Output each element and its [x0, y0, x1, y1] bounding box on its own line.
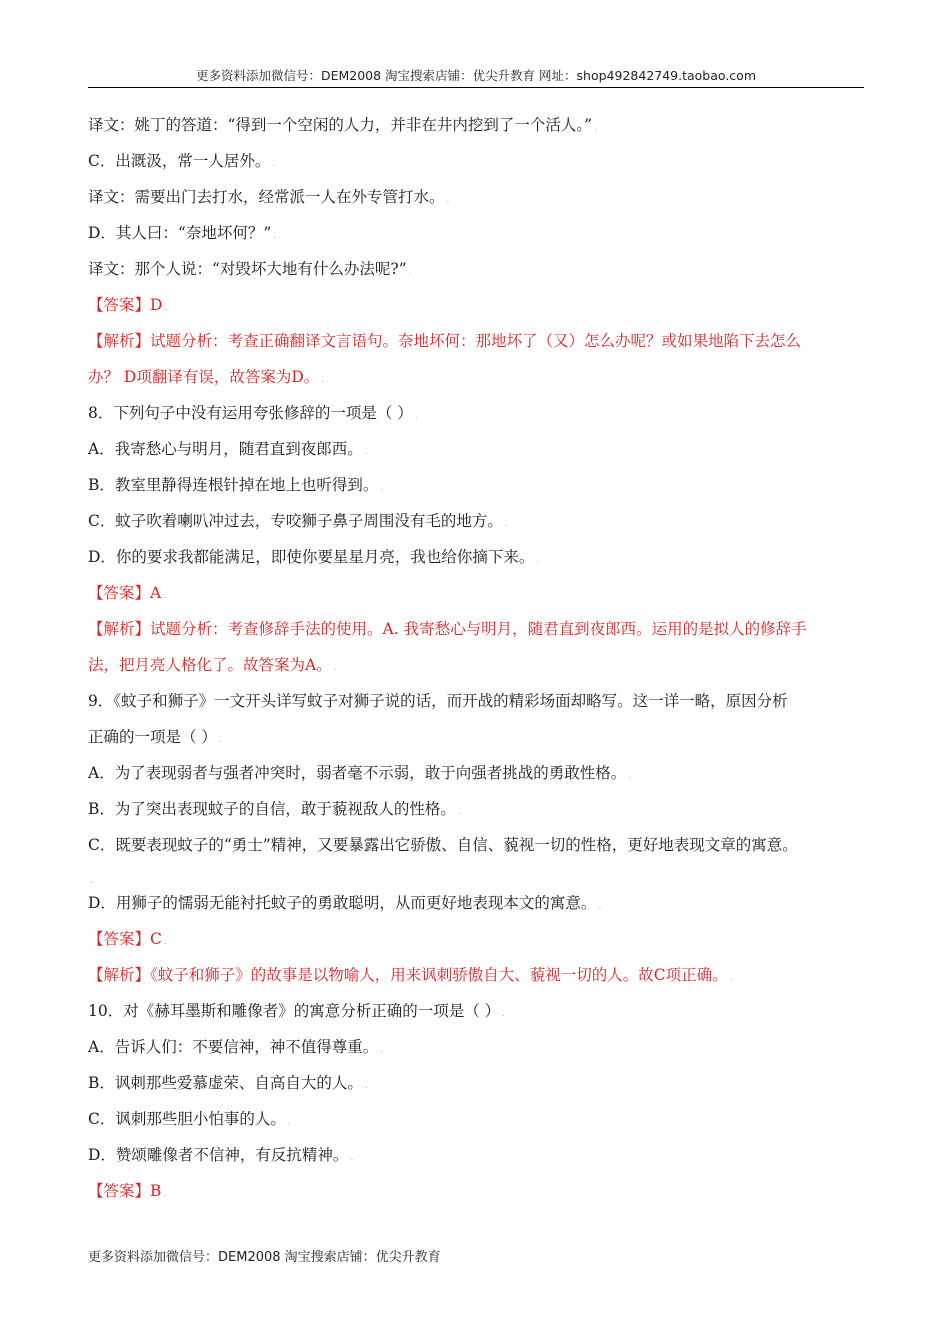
question-9: 9．《蚊子和狮子》一文开头详写蚊子对狮子说的话，而开战的精彩场面却略写。这一详一略，原因分析 [88, 692, 788, 710]
translation-line: 译文：姚丁的答道：“得到一个空闲的人力，并非在井内挖到了一个活人。” . [88, 116, 597, 134]
option-line: C．既要表现蚊子的“勇士”精神，又要暴露出它骄傲、自信、藐视一切的性格，更好地表现文章的寓意。 [88, 836, 798, 854]
translation-line: 译文：需要出门去打水，经常派一人在外专管打水。 . [88, 188, 450, 206]
answer-line: 【答案】C . [88, 930, 167, 948]
answer-line: 【答案】A . [88, 584, 167, 602]
option-line: D．赞颂雕像者不信神，有反抗精神。 . [88, 1146, 354, 1164]
analysis-line: 【解析】试题分析：考查修辞手法的使用。A. 我寄愁心与明月，随君直到夜郎西。运用的是拟人的修辞手 [88, 620, 807, 638]
question-9-cont: 正确的一项是（ ） . [88, 728, 222, 746]
option-line: A．告诉人们：不要信神，神不值得尊重。 . [88, 1038, 384, 1056]
analysis-line-cont: 办？ D项翻译有误，故答案为D。 . [88, 368, 325, 386]
document-body [88, 112, 864, 1214]
answer-line: 【答案】D . [88, 296, 168, 314]
option-line: B．教室里静得连根针掉在地上也听得到。 . [88, 476, 384, 494]
option-line: C．讽刺那些胆小怕事的人。 . [88, 1110, 291, 1128]
option-line: D．用狮子的懦弱无能衬托蚊子的勇敢聪明，从而更好地表现本文的寓意。 . [88, 894, 602, 912]
option-line: B．讽刺那些爱慕虚荣、自高自大的人。 . [88, 1074, 368, 1092]
option-line: B．为了突出表现蚊子的自信，敢于藐视敌人的性格。 . [88, 800, 461, 818]
analysis-line: 【解析】试题分析：考查正确翻译文言语句。奈地坏何：那地坏了（又）怎么办呢？或如果地陷下去怎么 [88, 332, 802, 350]
page-footer: 更多资料添加微信号：DEM2008 淘宝搜索店铺：优尖升教育 [88, 1250, 441, 1265]
option-line: D．你的要求我都能满足，即使你要星星月亮，我也给你摘下来。 . [88, 548, 540, 566]
question-8: 8．下列句子中没有运用夸张修辞的一项是（ ） . [88, 404, 418, 422]
page-header: 更多资料添加微信号：DEM2008 淘宝搜索店铺：优尖升教育 网址：shop492842749.taobao.com [195, 68, 757, 83]
paragraph-gap: . [90, 876, 93, 886]
option-line: C．蚊子吹着喇叭冲过去，专咬狮子鼻子周围没有毛的地方。 . [88, 512, 508, 530]
translation-line: 译文：那个人说：“对毁坏大地有什么办法呢?” . [88, 260, 412, 278]
option-line: C．出溉汲，常一人居外。 . [88, 152, 276, 170]
header-divider [88, 87, 864, 88]
option-line: A．我寄愁心与明月，随君直到夜郎西。 . [88, 440, 368, 458]
option-line: A．为了表现弱者与强者冲突时，弱者毫不示弱，敢于向强者挑战的勇敢性格。 . [88, 764, 632, 782]
option-line: D．其人曰：“奈地坏何？” . [88, 224, 277, 242]
question-10: 10．对《赫耳墨斯和雕像者》的寓意分析正确的一项是（ ） . [88, 1002, 506, 1020]
analysis-line: 【解析】《蚊子和狮子》的故事是以物喻人，用来讽刺骄傲自大、藐视一切的人。故C项正确。 . [88, 966, 733, 984]
answer-line: 【答案】B . [88, 1182, 167, 1200]
analysis-line-cont: 法，把月亮人格化了。故答案为A。 . [88, 656, 337, 674]
